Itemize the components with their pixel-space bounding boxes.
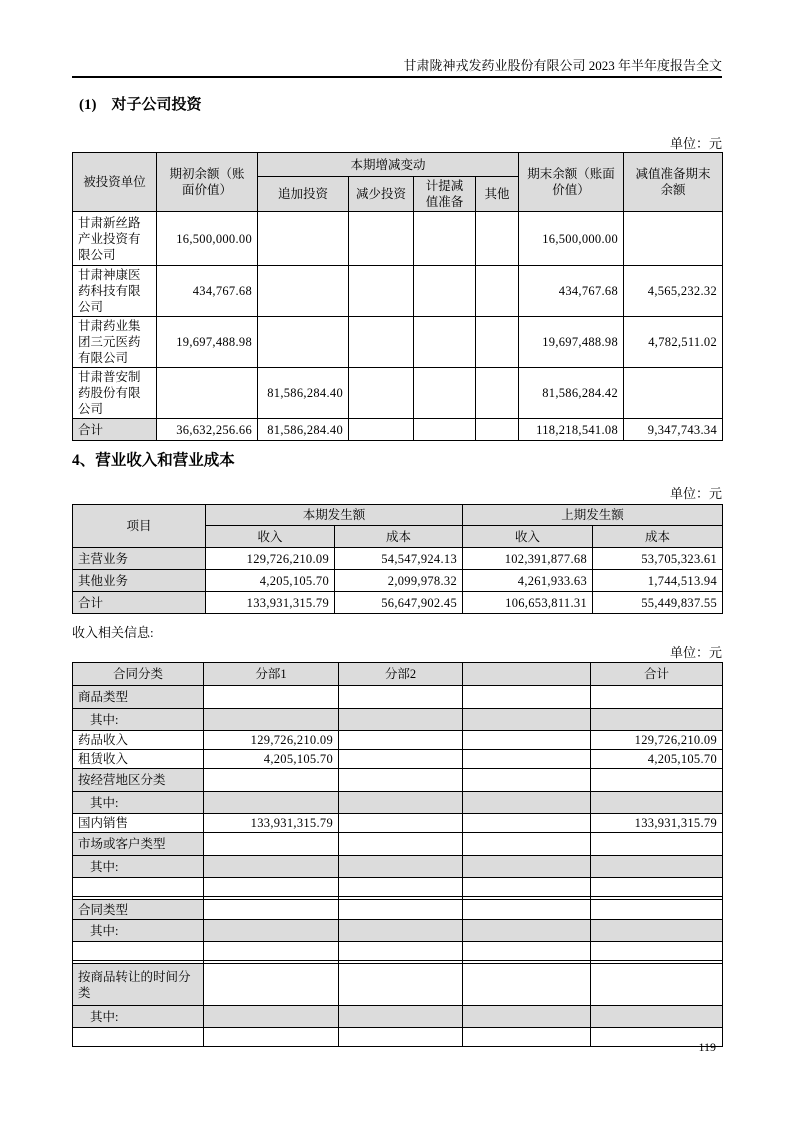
row-label-cell: 商品类型: [73, 686, 204, 709]
header-cell-cost: 成本: [335, 526, 463, 548]
table-cell: 129,726,210.09: [206, 548, 335, 570]
table-header-row: [73, 663, 723, 686]
table-cell: [591, 833, 723, 856]
table-cell: [476, 212, 519, 266]
row-label-cell: 合计: [73, 592, 206, 614]
table-cell: 118,218,541.08: [519, 419, 624, 441]
table-cell: [204, 964, 339, 1006]
table-cell: 16,500,000.00: [519, 212, 624, 266]
table-header-row: [73, 505, 723, 526]
table-cell: [339, 900, 463, 920]
table-cell: [463, 942, 591, 961]
table-cell: [339, 750, 463, 769]
table-cell: [591, 942, 723, 961]
table-cell: [339, 856, 463, 878]
table-cell: [157, 368, 258, 419]
header-cell-impairment-ending: 减值准备期末余额: [624, 153, 723, 212]
table-cell: 81,586,284.40: [258, 368, 349, 419]
table-row: [73, 900, 723, 920]
table-cell: 36,632,256.66: [157, 419, 258, 441]
revenue-info-note: 收入相关信息:: [72, 625, 154, 640]
table-cell: 129,726,210.09: [591, 731, 723, 750]
row-label-cell: 甘肃神康医药科技有限公司: [73, 266, 157, 317]
header-cell-reduced-investment: 减少投资: [349, 177, 414, 212]
table-row: [73, 317, 723, 368]
row-label-cell: 合同类型: [73, 900, 204, 920]
table-cell: [258, 266, 349, 317]
table-cell: [476, 266, 519, 317]
unit-label: 单位：元: [669, 136, 722, 151]
table-cell: [204, 856, 339, 878]
table-cell: 4,205,105.70: [206, 570, 335, 592]
section-title-subsidiary-investment: (1) 对子公司投资: [79, 97, 202, 113]
table-cell: [591, 709, 723, 731]
table-cell: [414, 266, 476, 317]
table-row: [73, 709, 723, 731]
table-cell: [258, 317, 349, 368]
subsidiary-investment-table: [72, 152, 723, 441]
row-label-cell: 其他业务: [73, 570, 206, 592]
row-label-cell: 按商品转让的时间分类: [73, 964, 204, 1006]
header-cell-investee: 被投资单位: [73, 153, 157, 212]
table-cell: [591, 792, 723, 814]
table-cell: 1,744,513.94: [593, 570, 723, 592]
table-cell: [463, 920, 591, 942]
header-cell-prior-period: 上期发生额: [463, 505, 723, 526]
table-cell: [339, 1006, 463, 1028]
table-header-row: [73, 153, 723, 177]
table-cell: [204, 920, 339, 942]
table-cell: [349, 368, 414, 419]
table-cell: [463, 833, 591, 856]
table-cell: [339, 878, 463, 897]
header-rule: [72, 76, 722, 78]
table-cell: [349, 317, 414, 368]
row-label-cell: [73, 942, 204, 961]
table-cell: [339, 964, 463, 1006]
table-cell: 133,931,315.79: [204, 814, 339, 833]
table-cell: [339, 814, 463, 833]
header-cell-other: 其他: [476, 177, 519, 212]
header-cell-additional-investment: 追加投资: [258, 177, 349, 212]
table-cell: [476, 419, 519, 441]
table-cell: 2,099,978.32: [335, 570, 463, 592]
table-cell: [204, 942, 339, 961]
row-label-cell: 市场或客户类型: [73, 833, 204, 856]
table-cell: [204, 878, 339, 897]
document-header: 甘肃陇神戎发药业股份有限公司 2023 年半年度报告全文: [403, 58, 722, 73]
table-cell: [349, 266, 414, 317]
table-cell: [624, 212, 723, 266]
table-row: [73, 942, 723, 961]
table-cell: 16,500,000.00: [157, 212, 258, 266]
table-cell: [339, 792, 463, 814]
table-row: [73, 750, 723, 769]
table-cell: [591, 920, 723, 942]
table-cell: [204, 1006, 339, 1028]
header-cell-beginning-balance: 期初余额（账面价值）: [157, 153, 258, 212]
table-cell: 53,705,323.61: [593, 548, 723, 570]
row-label-cell: 按经营地区分类: [73, 769, 204, 792]
table-cell: [204, 769, 339, 792]
table-cell: [258, 212, 349, 266]
table-cell: 54,547,924.13: [335, 548, 463, 570]
table-cell: 434,767.68: [519, 266, 624, 317]
row-label-cell: 甘肃普安制药股份有限公司: [73, 368, 157, 419]
table-cell: [463, 750, 591, 769]
table-cell: 9,347,743.34: [624, 419, 723, 441]
table-cell: [414, 368, 476, 419]
table-cell: [591, 900, 723, 920]
header-cell-income: 收入: [206, 526, 335, 548]
table-row: [73, 686, 723, 709]
header-cell-segment2: 分部2: [339, 663, 463, 686]
table-cell: [591, 1006, 723, 1028]
table-cell: 4,205,105.70: [591, 750, 723, 769]
table-row: [73, 814, 723, 833]
header-cell-income: 收入: [463, 526, 593, 548]
table-cell: [591, 856, 723, 878]
table-cell: [591, 686, 723, 709]
table-cell: [476, 368, 519, 419]
table-row: [73, 878, 723, 897]
table-cell: 102,391,877.68: [463, 548, 593, 570]
table-cell: [463, 792, 591, 814]
table-cell: [349, 212, 414, 266]
table-cell: 434,767.68: [157, 266, 258, 317]
table-row: [73, 368, 723, 419]
table-row: [73, 1006, 723, 1028]
revenue-breakdown-table: [72, 662, 723, 1047]
table-cell: 133,931,315.79: [206, 592, 335, 614]
table-cell: 81,586,284.40: [258, 419, 349, 441]
header-cell-current-period: 本期发生额: [206, 505, 463, 526]
header-cell-cost: 成本: [593, 526, 723, 548]
table-cell: [624, 368, 723, 419]
unit-label: 单位：元: [669, 486, 722, 501]
row-label-cell: 国内销售: [73, 814, 204, 833]
table-cell: [463, 856, 591, 878]
header-cell-change-group: 本期增减变动: [258, 153, 519, 177]
table-cell: [414, 317, 476, 368]
table-cell: 106,653,811.31: [463, 592, 593, 614]
table-cell: [591, 878, 723, 897]
table-cell: [414, 212, 476, 266]
table-cell: [591, 769, 723, 792]
table-cell: 56,647,902.45: [335, 592, 463, 614]
table-cell: [339, 942, 463, 961]
table-cell: 55,449,837.55: [593, 592, 723, 614]
row-label-cell: 其中:: [73, 920, 204, 942]
table-row: [73, 833, 723, 856]
table-cell: [339, 833, 463, 856]
table-cell: [463, 1006, 591, 1028]
table-cell: 4,782,511.02: [624, 317, 723, 368]
row-label-cell: 其中:: [73, 856, 204, 878]
table-cell: [204, 792, 339, 814]
header-cell-segment1: 分部1: [204, 663, 339, 686]
header-cell-item: 项目: [73, 505, 206, 548]
table-row: [73, 570, 723, 592]
row-label-cell: 其中:: [73, 1006, 204, 1028]
row-label-cell: 甘肃药业集团三元医药有限公司: [73, 317, 157, 368]
table-cell: [463, 878, 591, 897]
row-label-cell: 租赁收入: [73, 750, 204, 769]
table-cell: 4,261,933.63: [463, 570, 593, 592]
table-cell: [339, 920, 463, 942]
table-cell: 19,697,488.98: [157, 317, 258, 368]
table-row: [73, 769, 723, 792]
table-cell: [204, 833, 339, 856]
table-total-row: [73, 592, 723, 614]
table-cell: 129,726,210.09: [204, 731, 339, 750]
table-cell: [463, 769, 591, 792]
row-label-cell: 药品收入: [73, 731, 204, 750]
table-cell: [339, 731, 463, 750]
table-row: [73, 792, 723, 814]
table-cell: [414, 419, 476, 441]
table-row: [73, 212, 723, 266]
table-cell: [204, 709, 339, 731]
section-title-revenue-cost: 4、营业收入和营业成本: [72, 452, 235, 469]
table-cell: 133,931,315.79: [591, 814, 723, 833]
table-total-row: [73, 419, 723, 441]
table-cell: 81,586,284.42: [519, 368, 624, 419]
table-cell: [463, 814, 591, 833]
table-cell: [463, 964, 591, 1006]
table-cell: [339, 769, 463, 792]
table-cell: [339, 709, 463, 731]
row-label-cell: 其中:: [73, 792, 204, 814]
table-cell: [463, 900, 591, 920]
table-cell: [463, 731, 591, 750]
row-label-cell: [73, 878, 204, 897]
table-row: [73, 856, 723, 878]
row-label-cell: 合计: [73, 419, 157, 441]
table-cell: [204, 686, 339, 709]
table-row: [73, 548, 723, 570]
table-cell: 4,565,232.32: [624, 266, 723, 317]
table-cell: 19,697,488.98: [519, 317, 624, 368]
table-cell: [476, 317, 519, 368]
table-row: [73, 964, 723, 1006]
table-cell: 4,205,105.70: [204, 750, 339, 769]
table-row: [73, 731, 723, 750]
unit-label: 单位：元: [669, 645, 722, 660]
row-label-cell: 甘肃新丝路产业投资有限公司: [73, 212, 157, 266]
table-row: [73, 920, 723, 942]
header-cell-contract-category: 合同分类: [73, 663, 204, 686]
table-cell: [339, 686, 463, 709]
table-cell: [591, 964, 723, 1006]
table-cell: [349, 419, 414, 441]
page-number: 119: [698, 1040, 716, 1054]
header-cell-ending-balance: 期末余额（账面价值）: [519, 153, 624, 212]
revenue-cost-table: [72, 504, 723, 614]
table-cell: [463, 686, 591, 709]
row-label-cell: 主营业务: [73, 548, 206, 570]
header-cell-impairment-provision: 计提减值准备: [414, 177, 476, 212]
header-cell-total: 合计: [591, 663, 723, 686]
table-row: [73, 266, 723, 317]
table-cell: [204, 900, 339, 920]
row-label-cell: 其中:: [73, 709, 204, 731]
table-cell: [463, 709, 591, 731]
header-cell-blank: [463, 663, 591, 686]
